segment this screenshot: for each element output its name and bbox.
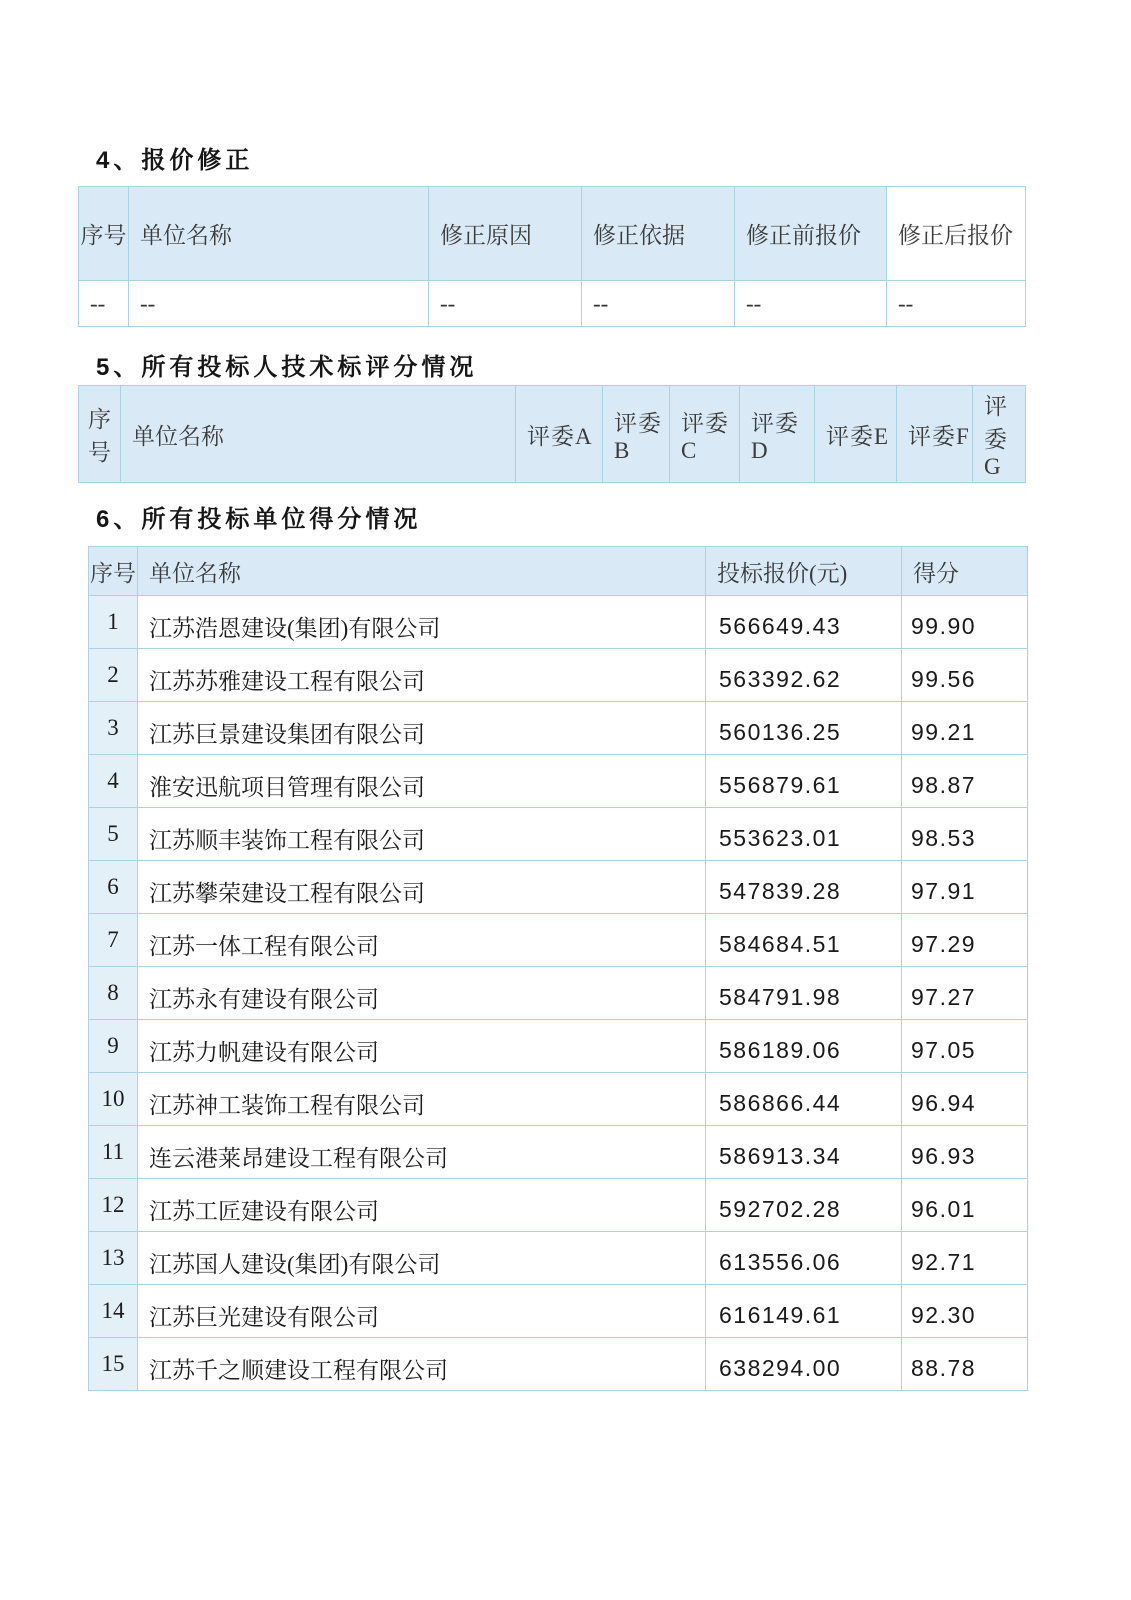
table-row xyxy=(89,1020,1028,1073)
cell-bid-price: 553623.01 xyxy=(706,808,902,861)
cell-company: 江苏浩恩建设(集团)有限公司 xyxy=(138,596,706,649)
header-cell-company: 单位名称 xyxy=(138,547,706,596)
cell-seq: 2 xyxy=(89,649,138,702)
cell-basis: -- xyxy=(582,281,735,327)
header-cell-judge-d: 评委D xyxy=(740,386,815,483)
price-correction-table xyxy=(78,186,1026,327)
table-row xyxy=(79,281,1026,327)
cell-score: 97.05 xyxy=(902,1020,1028,1073)
table-row xyxy=(89,967,1028,1020)
table-row xyxy=(89,1179,1028,1232)
cell-price-before: -- xyxy=(735,281,887,327)
cell-bid-price: 584684.51 xyxy=(706,914,902,967)
table-row xyxy=(89,649,1028,702)
cell-seq: 3 xyxy=(89,702,138,755)
cell-seq: 11 xyxy=(89,1126,138,1179)
cell-company: 江苏国人建设(集团)有限公司 xyxy=(138,1232,706,1285)
cell-score: 92.71 xyxy=(902,1232,1028,1285)
cell-score: 98.87 xyxy=(902,755,1028,808)
table-row xyxy=(89,861,1028,914)
cell-score: 99.56 xyxy=(902,649,1028,702)
table-row xyxy=(89,1285,1028,1338)
cell-score: 88.78 xyxy=(902,1338,1028,1391)
cell-company: 江苏顺丰装饰工程有限公司 xyxy=(138,808,706,861)
cell-bid-price: 613556.06 xyxy=(706,1232,902,1285)
header-cell-company: 单位名称 xyxy=(129,187,429,281)
cell-score: 97.29 xyxy=(902,914,1028,967)
cell-company: 连云港莱昂建设工程有限公司 xyxy=(138,1126,706,1179)
table-header-row xyxy=(79,187,1026,281)
technical-score-table xyxy=(78,385,1026,483)
cell-bid-price: 586866.44 xyxy=(706,1073,902,1126)
cell-seq: 12 xyxy=(89,1179,138,1232)
header-cell-judge-g: 评委G xyxy=(973,386,1026,483)
header-cell-bid-price: 投标报价(元) xyxy=(706,547,902,596)
header-cell-reason: 修正原因 xyxy=(429,187,582,281)
cell-score: 96.93 xyxy=(902,1126,1028,1179)
header-cell-judge-b: 评委B xyxy=(603,386,670,483)
table-row xyxy=(89,755,1028,808)
header-cell-judge-a: 评委A xyxy=(516,386,603,483)
cell-bid-price: 556879.61 xyxy=(706,755,902,808)
cell-seq: 7 xyxy=(89,914,138,967)
cell-company: 江苏神工装饰工程有限公司 xyxy=(138,1073,706,1126)
header-cell-seq: 序号 xyxy=(79,386,121,483)
cell-seq: 6 xyxy=(89,861,138,914)
table-header-row xyxy=(89,547,1028,596)
cell-seq: 10 xyxy=(89,1073,138,1126)
cell-company: 江苏一体工程有限公司 xyxy=(138,914,706,967)
section-title-price-correction: 4、报价修正 xyxy=(96,147,254,174)
section-title-unit-scores: 6、所有投标单位得分情况 xyxy=(96,506,422,533)
cell-seq: 13 xyxy=(89,1232,138,1285)
cell-company: 江苏永有建设有限公司 xyxy=(138,967,706,1020)
header-cell-judge-f: 评委F xyxy=(897,386,973,483)
cell-bid-price: 566649.43 xyxy=(706,596,902,649)
table-row xyxy=(89,1338,1028,1391)
unit-score-table xyxy=(88,546,1028,1391)
table-header-row xyxy=(79,386,1026,483)
header-cell-seq: 序号 xyxy=(89,547,138,596)
cell-bid-price: 638294.00 xyxy=(706,1338,902,1391)
cell-score: 96.01 xyxy=(902,1179,1028,1232)
table-row xyxy=(89,914,1028,967)
cell-seq: 5 xyxy=(89,808,138,861)
header-cell-basis: 修正依据 xyxy=(582,187,735,281)
cell-bid-price: 584791.98 xyxy=(706,967,902,1020)
cell-seq: 9 xyxy=(89,1020,138,1073)
cell-seq: 8 xyxy=(89,967,138,1020)
table-row xyxy=(89,702,1028,755)
cell-company: 江苏攀荣建设工程有限公司 xyxy=(138,861,706,914)
cell-company: 江苏力帆建设有限公司 xyxy=(138,1020,706,1073)
cell-bid-price: 547839.28 xyxy=(706,861,902,914)
cell-bid-price: 592702.28 xyxy=(706,1179,902,1232)
header-cell-score: 得分 xyxy=(902,547,1028,596)
cell-company: -- xyxy=(129,281,429,327)
header-cell-seq: 序号 xyxy=(79,187,129,281)
header-cell-price-after: 修正后报价 xyxy=(887,187,1026,281)
cell-seq: 1 xyxy=(89,596,138,649)
cell-bid-price: 563392.62 xyxy=(706,649,902,702)
cell-score: 92.30 xyxy=(902,1285,1028,1338)
cell-bid-price: 560136.25 xyxy=(706,702,902,755)
cell-company: 江苏巨景建设集团有限公司 xyxy=(138,702,706,755)
cell-price-after: -- xyxy=(887,281,1026,327)
cell-score: 97.91 xyxy=(902,861,1028,914)
table-row xyxy=(89,1126,1028,1179)
cell-seq: 14 xyxy=(89,1285,138,1338)
cell-company: 江苏千之顺建设工程有限公司 xyxy=(138,1338,706,1391)
cell-score: 99.90 xyxy=(902,596,1028,649)
header-cell-company: 单位名称 xyxy=(121,386,516,483)
header-cell-price-before: 修正前报价 xyxy=(735,187,887,281)
cell-bid-price: 586189.06 xyxy=(706,1020,902,1073)
cell-score: 96.94 xyxy=(902,1073,1028,1126)
table-row xyxy=(89,808,1028,861)
cell-seq: 4 xyxy=(89,755,138,808)
cell-company: 江苏工匠建设有限公司 xyxy=(138,1179,706,1232)
section-title-technical-scores: 5、所有投标人技术标评分情况 xyxy=(96,354,478,381)
cell-company: 江苏苏雅建设工程有限公司 xyxy=(138,649,706,702)
cell-company: 江苏巨光建设有限公司 xyxy=(138,1285,706,1338)
header-cell-judge-c: 评委C xyxy=(670,386,740,483)
table-row xyxy=(89,1073,1028,1126)
cell-reason: -- xyxy=(429,281,582,327)
table-row xyxy=(89,596,1028,649)
cell-seq: -- xyxy=(79,281,129,327)
header-cell-judge-e: 评委E xyxy=(815,386,897,483)
cell-score: 99.21 xyxy=(902,702,1028,755)
cell-score: 98.53 xyxy=(902,808,1028,861)
cell-score: 97.27 xyxy=(902,967,1028,1020)
cell-company: 淮安迅航项目管理有限公司 xyxy=(138,755,706,808)
cell-seq: 15 xyxy=(89,1338,138,1391)
cell-bid-price: 616149.61 xyxy=(706,1285,902,1338)
table-row xyxy=(89,1232,1028,1285)
cell-bid-price: 586913.34 xyxy=(706,1126,902,1179)
